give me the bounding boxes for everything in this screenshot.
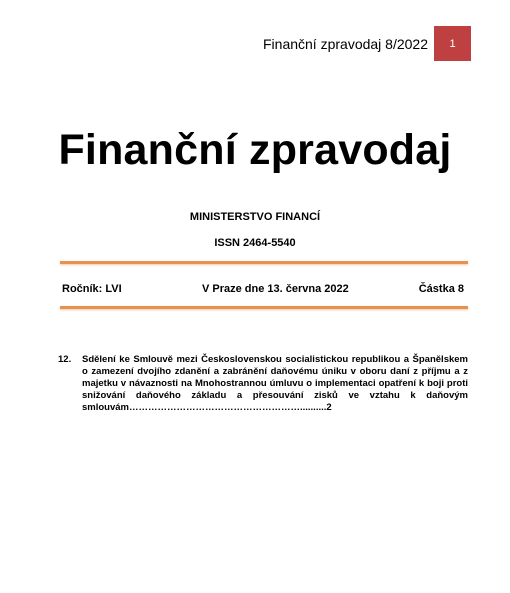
issue-info-row (62, 281, 464, 297)
part-label: Částka 8 (418, 283, 464, 295)
page-number-badge: 1 (434, 26, 471, 61)
ministry-name: MINISTERSTVO FINANCÍ (189, 211, 321, 223)
top-divider-rule (60, 261, 468, 264)
contents-item-text: Sdělení ke Smlouvě mezi Československou socialistickou republikou a Španělskem o zamezení dvojího zdanění a zabránění daňovému úniku v oboru daní z příjmu a z majetku v návaznosti na Mnohostrannou úmluvu o implementaci opatření k boji proti snižování daňového základu a přesouvání zisků ve vztahu k daňovým smlouvám………………………………………………..........2 (82, 354, 468, 413)
bottom-divider-rule (60, 306, 468, 309)
header-journal-issue: Finanční zpravodaj 8/2022 (263, 36, 428, 52)
place-date-label: V Praze dne 13. června 2022 (202, 283, 349, 295)
volume-label: Ročník: LVI (62, 283, 122, 295)
contents-item-number: 12. (58, 354, 72, 365)
journal-title: Finanční zpravodaj (58, 126, 452, 174)
issn-number: ISSN 2464-5540 (214, 237, 296, 249)
